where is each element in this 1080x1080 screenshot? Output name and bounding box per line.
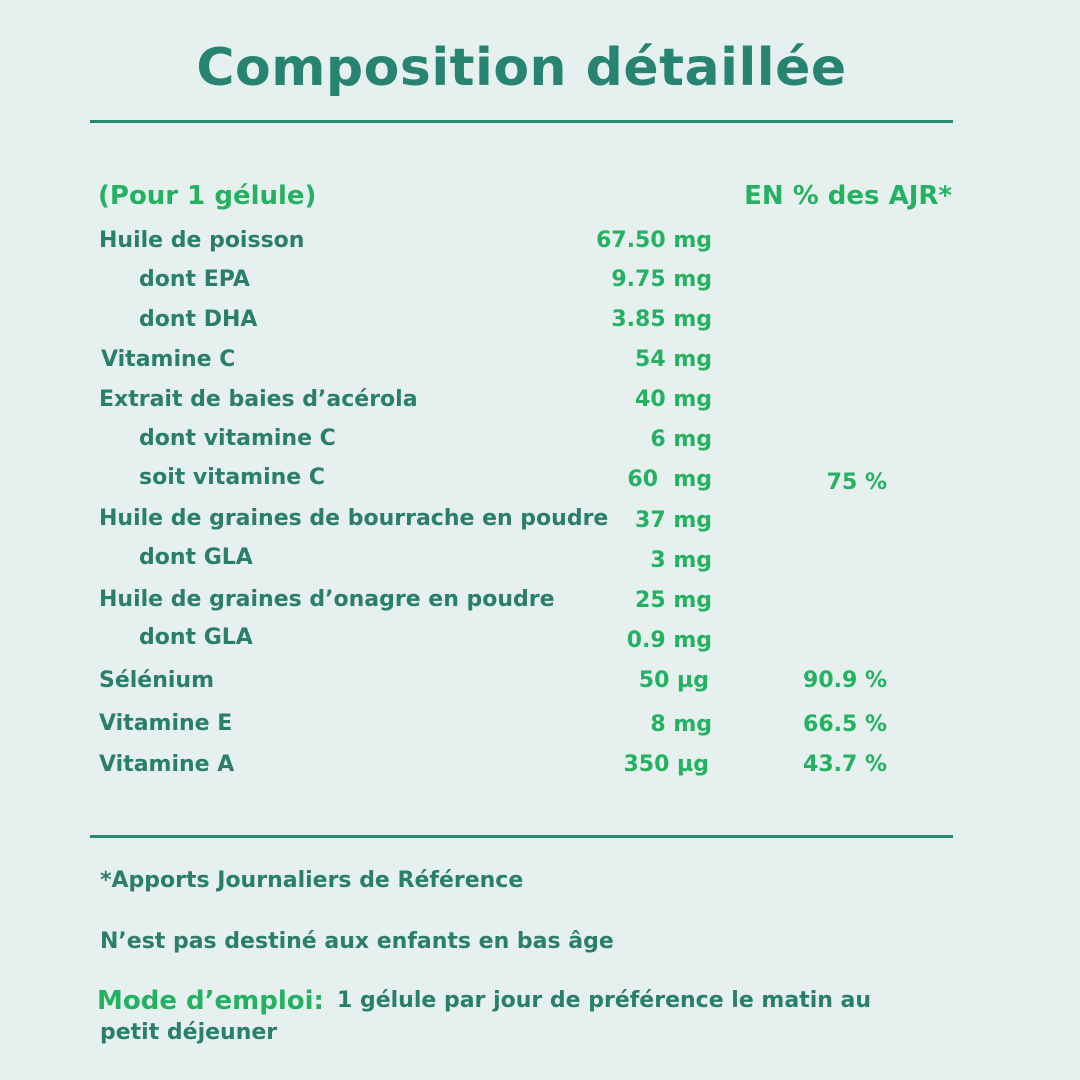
bottom-divider	[90, 835, 953, 838]
ingredient-name: soit vitamine C	[139, 465, 326, 490]
ingredient-name: dont vitamine C	[139, 426, 336, 451]
usage-text-line1: 1 gélule par jour de préférence le matin au	[337, 988, 872, 1013]
ingredient-name: dont DHA	[139, 307, 258, 332]
ingredient-amount: 37 mg	[635, 508, 712, 533]
ingredient-name: dont GLA	[139, 625, 253, 650]
ingredient-name: Huile de graines d’onagre en poudre	[99, 587, 555, 612]
children-warning: N’est pas destiné aux enfants en bas âge	[100, 929, 614, 954]
rda-percent: 90.9 %	[803, 668, 887, 693]
top-divider	[90, 120, 953, 123]
ingredient-amount: 60 mg	[627, 467, 712, 492]
rda-percent-header: EN % des AJR*	[744, 181, 952, 211]
ingredient-amount: 350 µg	[623, 752, 709, 777]
ingredient-name: Huile de poisson	[99, 228, 305, 253]
per-capsule-header: (Pour 1 gélule)	[98, 181, 317, 211]
rda-percent: 43.7 %	[803, 752, 887, 777]
ingredient-amount: 0.9 mg	[626, 628, 712, 653]
ingredient-name: Vitamine C	[101, 347, 236, 372]
ingredient-name: dont EPA	[139, 267, 250, 292]
ingredient-name: Sélénium	[99, 668, 215, 693]
ingredient-name: Huile de graines de bourrache en poudre	[99, 506, 609, 531]
ingredient-amount: 67.50 mg	[596, 228, 712, 253]
ingredient-amount: 3.85 mg	[611, 307, 712, 332]
page-title: Composition détaillée	[196, 38, 847, 98]
ingredient-amount: 3 mg	[650, 548, 712, 573]
ingredient-amount: 54 mg	[635, 347, 712, 372]
ingredient-amount: 50 µg	[638, 668, 709, 693]
usage-text-line2: petit déjeuner	[100, 1020, 278, 1045]
ingredient-amount: 9.75 mg	[611, 267, 712, 292]
ingredient-name: dont GLA	[139, 545, 253, 570]
ingredient-name: Vitamine E	[99, 711, 233, 736]
ingredient-amount: 8 mg	[650, 712, 712, 737]
ingredient-amount: 6 mg	[650, 427, 712, 452]
usage-label: Mode d’emploi:	[97, 986, 324, 1016]
rda-percent: 75 %	[826, 470, 887, 495]
ingredient-amount: 40 mg	[635, 387, 712, 412]
ingredient-name: Vitamine A	[99, 752, 235, 777]
footnote-rda: *Apports Journaliers de Référence	[100, 868, 524, 893]
ingredient-name: Extrait de baies d’acérola	[99, 387, 418, 412]
ingredient-amount: 25 mg	[635, 588, 712, 613]
rda-percent: 66.5 %	[803, 712, 887, 737]
